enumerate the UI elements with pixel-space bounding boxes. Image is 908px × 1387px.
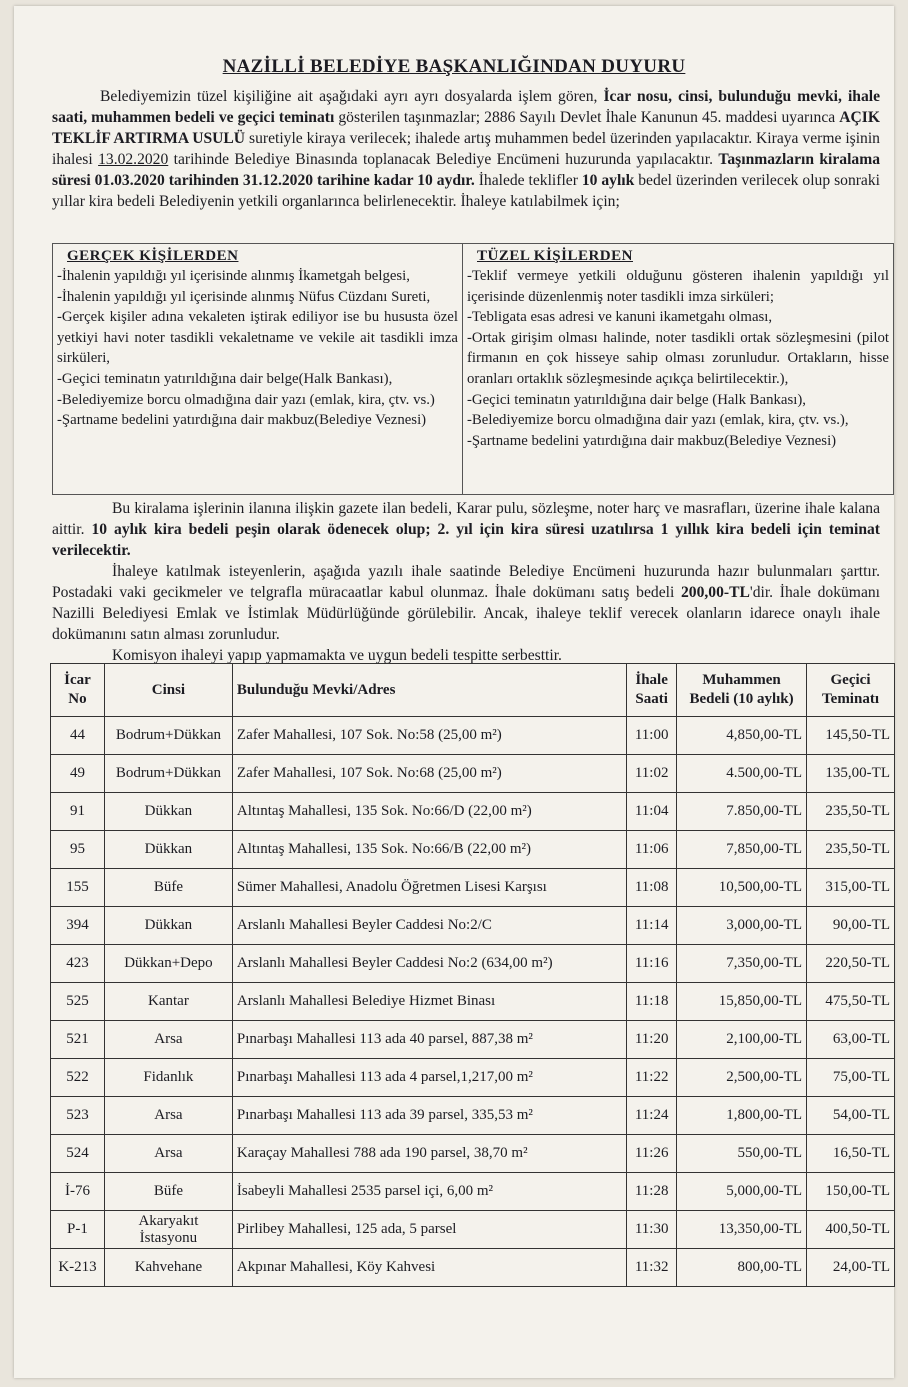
cell-adres: Pınarbaşı Mahallesi 113 ada 40 parsel, 887,38 m² [232, 1021, 626, 1059]
table-row [51, 1249, 895, 1287]
table-row [51, 945, 895, 983]
cell-bedel: 7.850,00-TL [677, 793, 807, 831]
header-gecici-teminat: Geçici Teminatı [807, 664, 895, 717]
cell-adres: Zafer Mahallesi, 107 Sok. No:68 (25,00 m²) [232, 755, 626, 793]
table-row [51, 1173, 895, 1211]
legal-req: -Tebligata esas adresi ve kanuni ikametgahı olması, [467, 309, 773, 326]
cell-bedel: 5,000,00-TL [677, 1173, 807, 1211]
cell-bedel: 15,850,00-TL [677, 983, 807, 1021]
cell-cinsi: Kantar [104, 983, 232, 1021]
cell-adres: Pınarbaşı Mahallesi 113 ada 4 parsel,1,217,00 m² [232, 1059, 626, 1097]
cell-saat: 11:00 [627, 717, 677, 755]
cell-adres: Karaçay Mahallesi 788 ada 190 parsel, 38,70 m² [232, 1135, 626, 1173]
legal-req: -Geçici teminatın yatırıldığına dair belge (Halk Bankası), [467, 391, 806, 408]
document-price: 200,00-TL [681, 584, 750, 601]
cell-teminat: 90,00-TL [807, 907, 895, 945]
cell-teminat: 400,50-TL [807, 1211, 895, 1249]
cell-saat: 11:18 [627, 983, 677, 1021]
cell-teminat: 54,00-TL [807, 1097, 895, 1135]
header-muhammen-bedel: Muhammen Bedeli (10 aylık) [677, 664, 807, 717]
cell-saat: 11:22 [627, 1059, 677, 1097]
cell-bedel: 550,00-TL [677, 1135, 807, 1173]
cell-no: 522 [51, 1059, 105, 1097]
cell-teminat: 235,50-TL [807, 793, 895, 831]
cell-teminat: 63,00-TL [807, 1021, 895, 1059]
cell-teminat: 220,50-TL [807, 945, 895, 983]
property-table [50, 663, 895, 1287]
cell-cinsi: Büfe [104, 1173, 232, 1211]
table-row [51, 869, 895, 907]
cell-teminat: 75,00-TL [807, 1059, 895, 1097]
legal-req: -Şartname bedelini yatırdığına dair makbuz(Belediye Veznesi) [467, 432, 837, 449]
cell-no: 95 [51, 831, 105, 869]
intro-bold-2: AÇIK TEKLİF ARTIRMA USULÜ [52, 109, 880, 147]
cell-teminat: 235,50-TL [807, 831, 895, 869]
table-row [51, 1135, 895, 1173]
legal-entities-heading: TÜZEL KİŞİLERDEN [477, 248, 633, 264]
cell-cinsi: Dükkan [104, 831, 232, 869]
cell-no: 423 [51, 945, 105, 983]
cell-cinsi: Akaryakıt İstasyonu [104, 1211, 232, 1249]
requirements-legal-entities [463, 244, 893, 494]
cell-cinsi: Bodrum+Dükkan [104, 755, 232, 793]
table-row [51, 983, 895, 1021]
cell-saat: 11:02 [627, 755, 677, 793]
cell-adres: Pınarbaşı Mahallesi 113 ada 39 parsel, 335,53 m² [232, 1097, 626, 1135]
cell-teminat: 135,00-TL [807, 755, 895, 793]
header-icar-no: İcar No [51, 664, 105, 717]
cell-bedel: 800,00-TL [677, 1249, 807, 1287]
intro-text-5: İhalede teklifler [478, 172, 578, 189]
cell-saat: 11:16 [627, 945, 677, 983]
individual-req: -Geçici teminatın yatırıldığına dair belge(Halk Bankası), [57, 370, 393, 387]
intro-bold-5: 10 aylık [581, 172, 635, 189]
cell-cinsi: Arsa [104, 1021, 232, 1059]
cell-adres: Altıntaş Mahallesi, 135 Sok. No:66/B (22,00 m²) [232, 831, 626, 869]
cell-no: 523 [51, 1097, 105, 1135]
cell-bedel: 7,850,00-TL [677, 831, 807, 869]
cell-adres: Arslanlı Mahallesi Beyler Caddesi No:2/C [232, 907, 626, 945]
cell-saat: 11:30 [627, 1211, 677, 1249]
tender-date: 13.02.2020 [98, 151, 169, 168]
individual-req: -İhalenin yapıldığı yıl içerisinde alınmış İkametgah belgesi, [57, 268, 410, 284]
cell-bedel: 3,000,00-TL [677, 907, 807, 945]
cell-bedel: 2,100,00-TL [677, 1021, 807, 1059]
cell-saat: 11:32 [627, 1249, 677, 1287]
cell-saat: 11:06 [627, 831, 677, 869]
individual-req: -Gerçek kişiler adına vekaleten iştirak ediliyor ise bu hususta özel yetkiyi havi noter tasdikli vekaletname ve vekile ait tasdikli imza sirküleri, [57, 309, 458, 367]
cell-saat: 11:28 [627, 1173, 677, 1211]
individuals-heading: GERÇEK KİŞİLERDEN [67, 248, 239, 264]
notice-title: NAZİLLİ BELEDİYE BAŞKANLIĞINDAN DUYURU [222, 56, 686, 77]
cell-saat: 11:08 [627, 869, 677, 907]
cell-saat: 11:04 [627, 793, 677, 831]
cell-no: 521 [51, 1021, 105, 1059]
cost-note-bold: 10 aylık kira bedeli peşin olarak ödenecek olup; 2. yıl için kira süresi uzatılırsa 1 yıllık kira bedeli için teminat verilecektir. [52, 521, 880, 559]
table-row [51, 755, 895, 793]
cell-cinsi: Fidanlık [104, 1059, 232, 1097]
individual-req: -Belediyemize borcu olmadığına dair yazı (emlak, kira, çtv. vs.) [57, 391, 435, 408]
requirements-individuals [53, 244, 463, 494]
table-row [51, 1021, 895, 1059]
cell-adres: Arslanlı Mahallesi Belediye Hizmet Binası [232, 983, 626, 1021]
legal-req: -Belediyemize borcu olmadığına dair yazı (emlak, kira, çtv. vs.), [467, 412, 849, 429]
cell-bedel: 4.500,00-TL [677, 755, 807, 793]
header-ihale-saati: İhale Saati [627, 664, 677, 717]
intro-text-4: tarihinde Belediye Binasında toplanacak Belediye Encümeni huzurunda yapılacaktır. [173, 151, 714, 168]
header-cinsi: Cinsi [104, 664, 232, 717]
table-row [51, 1059, 895, 1097]
cell-no: 44 [51, 717, 105, 755]
cell-bedel: 7,350,00-TL [677, 945, 807, 983]
cell-bedel: 2,500,00-TL [677, 1059, 807, 1097]
cell-adres: Arslanlı Mahallesi Beyler Caddesi No:2 (634,00 m²) [232, 945, 626, 983]
cell-no: 49 [51, 755, 105, 793]
cell-no: 91 [51, 793, 105, 831]
table-row [51, 831, 895, 869]
table-row [51, 1097, 895, 1135]
cell-no: P-1 [51, 1211, 105, 1249]
cell-cinsi: Arsa [104, 1135, 232, 1173]
cell-no: 394 [51, 907, 105, 945]
cell-teminat: 24,00-TL [807, 1249, 895, 1287]
header-adres: Bulunduğu Mevki/Adres [232, 664, 626, 717]
commission-note: Komisyon ihaleyi yapıp yapmamakta ve uygun bedeli tespitte serbesttir. [112, 647, 562, 664]
table-row [51, 1211, 895, 1249]
cell-adres: Sümer Mahallesi, Anadolu Öğretmen Lisesi Karşısı [232, 869, 626, 907]
cell-cinsi: Dükkan+Depo [104, 945, 232, 983]
cell-adres: İsabeyli Mahallesi 2535 parsel içi, 6,00 m² [232, 1173, 626, 1211]
legal-req: -Teklif vermeye yetkili olduğunu gösteren ihalenin yapıldığı yıl içerisinde düzenlenmiş noter tasdikli imza sirküleri; [467, 268, 889, 305]
cell-adres: Altıntaş Mahallesi, 135 Sok. No:66/D (22,00 m²) [232, 793, 626, 831]
intro-text-2: gösterilen taşınmazlar; 2886 Sayılı Devlet İhale Kanunun 45. maddesi uyarınca [338, 109, 836, 126]
cell-bedel: 1,800,00-TL [677, 1097, 807, 1135]
intro-bold-4: Taşınmazların kiralama süresi 01.03.2020 tarihinden 31.12.2020 tarihine kadar 10 aydır. [52, 151, 881, 189]
individual-req: -Şartname bedelini yatırdığına dair makbuz(Belediye Veznesi) [57, 412, 427, 429]
intro-text-6: bedel üzerinden verilecek olup sonraki yıllar kira bedeli Belediyenin yetkili organlarınca belirlenecektir. İhaleye katılabilmek için; [52, 172, 880, 210]
cell-bedel: 10,500,00-TL [677, 869, 807, 907]
cell-bedel: 4,850,00-TL [677, 717, 807, 755]
cell-adres: Zafer Mahallesi, 107 Sok. No:58 (25,00 m²) [232, 717, 626, 755]
cell-no: 155 [51, 869, 105, 907]
cell-saat: 11:24 [627, 1097, 677, 1135]
cell-cinsi: Arsa [104, 1097, 232, 1135]
individual-req: -İhalenin yapıldığı yıl içerisinde alınmış Nüfus Cüzdanı Sureti, [57, 288, 431, 305]
requirements-box [52, 243, 894, 495]
intro-paragraph [52, 86, 880, 212]
cell-no: İ-76 [51, 1173, 105, 1211]
cell-teminat: 315,00-TL [807, 869, 895, 907]
cell-cinsi: Büfe [104, 869, 232, 907]
cell-saat: 11:26 [627, 1135, 677, 1173]
cell-adres: Pirlibey Mahallesi, 125 ada, 5 parsel [232, 1211, 626, 1249]
cell-cinsi: Dükkan [104, 793, 232, 831]
cell-cinsi: Bodrum+Dükkan [104, 717, 232, 755]
participation-note [52, 561, 880, 645]
cell-teminat: 150,00-TL [807, 1173, 895, 1211]
cell-teminat: 145,50-TL [807, 717, 895, 755]
participation-text-2: 'dir. İhale dokümanı Nazilli Belediyesi Emlak ve İstimlak Müdürlüğünde görülebilir. Ancak, ihaleye teklif verecek olanların idarece onaylı ihale dokümanını satın alması zorunludur. [52, 584, 880, 643]
table-header-row [51, 664, 895, 717]
cell-no: K-213 [51, 1249, 105, 1287]
cost-note [52, 498, 880, 561]
cell-cinsi: Dükkan [104, 907, 232, 945]
cell-cinsi: Kahvehane [104, 1249, 232, 1287]
intro-text-1: Belediyemizin tüzel kişiliğine ait aşağıdaki ayrı ayrı dosyalarda işlem gören, [100, 88, 598, 105]
participation-text: İhaleye katılmak isteyenlerin, aşağıda yazılı ihale saatinde Belediye Encümeni huzurunda hazır bulunmaları şarttır. Postadaki vaki gecikmeler ve telgrafla müracaatlar kabul olunmaz. İhale dokümanı satış bedeli [52, 563, 880, 601]
cell-adres: Akpınar Mahallesi, Köy Kahvesi [232, 1249, 626, 1287]
table-row [51, 793, 895, 831]
intro-bold-1: İcar nosu, cinsi, bulunduğu mevki, ihale saati, muhammen bedeli ve geçici teminatı [52, 88, 880, 126]
cost-note-text: Bu kiralama işlerinin ilanına ilişkin gazete ilan bedeli, Karar pulu, sözleşme, noter harç ve masrafları, üzerine ihale kalana aittir. [52, 500, 880, 538]
cell-no: 524 [51, 1135, 105, 1173]
cell-saat: 11:14 [627, 907, 677, 945]
cell-teminat: 475,50-TL [807, 983, 895, 1021]
cell-saat: 11:20 [627, 1021, 677, 1059]
legal-req: -Ortak girişim olması halinde, noter tasdikli ortak sözleşmesini (pilot firmanın en çok hisseye sahip olması zorunludur. Ortakların, hisse oranları ortaklık sözleşmesinde açıkça belirtilecektir.), [467, 329, 889, 387]
cell-bedel: 13,350,00-TL [677, 1211, 807, 1249]
table-row [51, 717, 895, 755]
cell-no: 525 [51, 983, 105, 1021]
intro-text-3: suretiyle kiraya verilecek; ihalede artış muhammen bedel üzerinden yapılacaktır. Kiraya verme işinin ihalesi [52, 130, 880, 168]
table-row [51, 907, 895, 945]
cell-teminat: 16,50-TL [807, 1135, 895, 1173]
